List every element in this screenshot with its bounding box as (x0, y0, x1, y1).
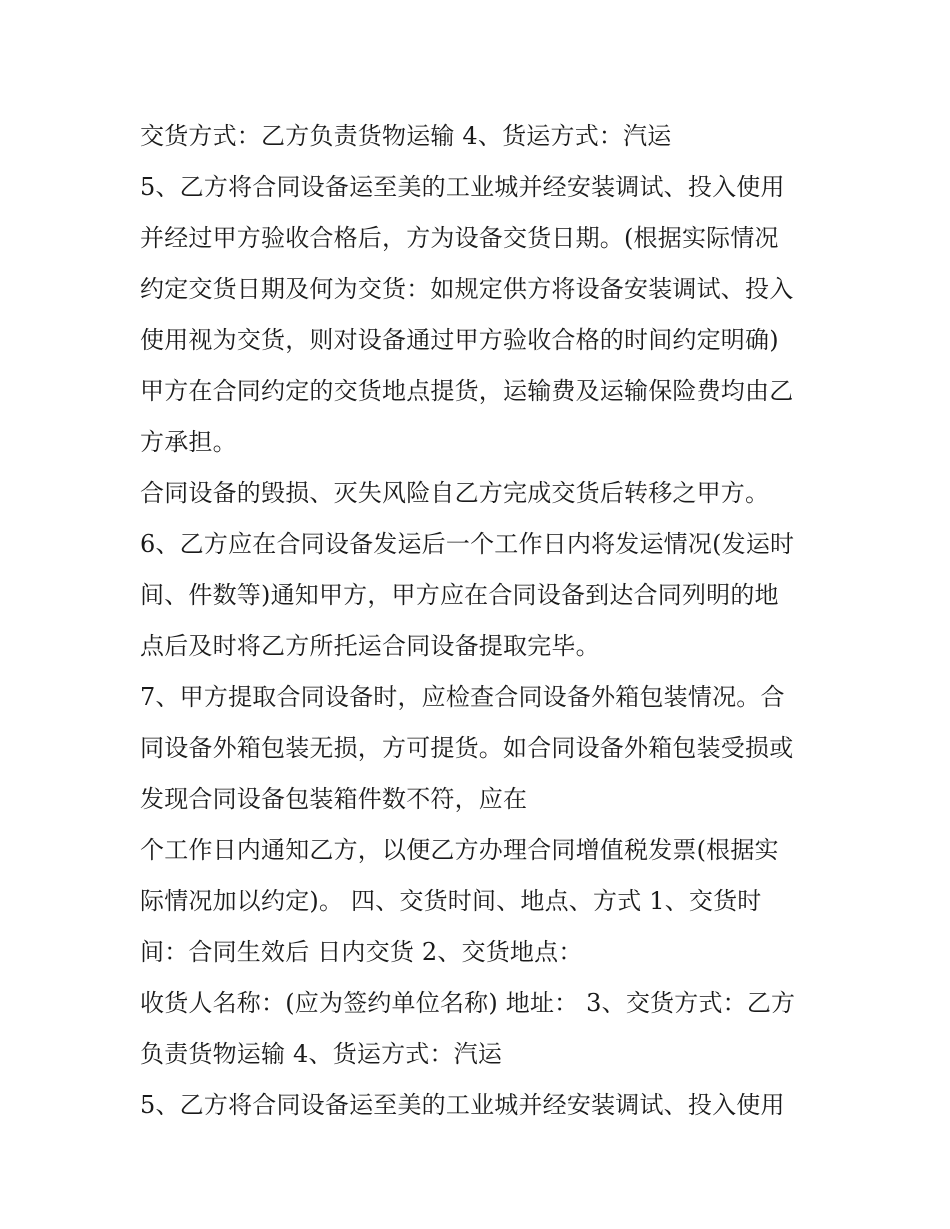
text-line: 5、乙方将合同设备运至美的工业城并经安装调试、投入使用 (140, 173, 785, 201)
text-line: 负责货物运输 4、货运方式：汽运 (140, 1040, 503, 1068)
text-line: 发现合同设备包装箱件数不符，应在 (140, 785, 528, 813)
text-line: 5、乙方将合同设备运至美的工业城并经安装调试、投入使用 (140, 1091, 785, 1119)
text-line: 甲方在合同约定的交货地点提货，运输费及运输保险费均由乙 (140, 377, 794, 405)
contract-text (140, 111, 840, 1131)
text-line: 7、甲方提取合同设备时，应检查合同设备外箱包装情况。合 (140, 683, 785, 711)
text-line: 个工作日内通知乙方，以便乙方办理合同增值税发票(根据实 (140, 836, 779, 864)
text-line: 合同设备的毁损、灭失风险自乙方完成交货后转移之甲方。 (140, 479, 770, 507)
text-line: 使用视为交货，则对设备通过甲方验收合格的时间约定明确) (140, 326, 779, 354)
text-line: 6、乙方应在合同设备发运后一个工作日内将发运情况(发运时 (140, 530, 795, 558)
text-line: 同设备外箱包装无损，方可提货。如合同设备外箱包装受损或 (140, 734, 794, 762)
text-line: 并经过甲方验收合格后，方为设备交货日期。(根据实际情况 (140, 224, 779, 252)
text-line: 际情况加以约定)。 四、交货时间、地点、方式 1、交货时 (140, 887, 762, 915)
text-line: 间、件数等)通知甲方，甲方应在合同设备到达合同列明的地 (140, 581, 779, 609)
text-line: 间：合同生效后 日内交货 2、交货地点： (140, 938, 583, 966)
text-line: 交货方式：乙方负责货物运输 4、货运方式：汽运 (140, 122, 672, 150)
text-line: 方承担。 (140, 428, 237, 456)
text-line: 约定交货日期及何为交货：如规定供方将设备安装调试、投入 (140, 275, 794, 303)
text-line: 点后及时将乙方所托运合同设备提取完毕。 (140, 632, 600, 660)
text-line: 收货人名称：(应为签约单位名称) 地址： 3、交货方式：乙方 (140, 989, 796, 1017)
